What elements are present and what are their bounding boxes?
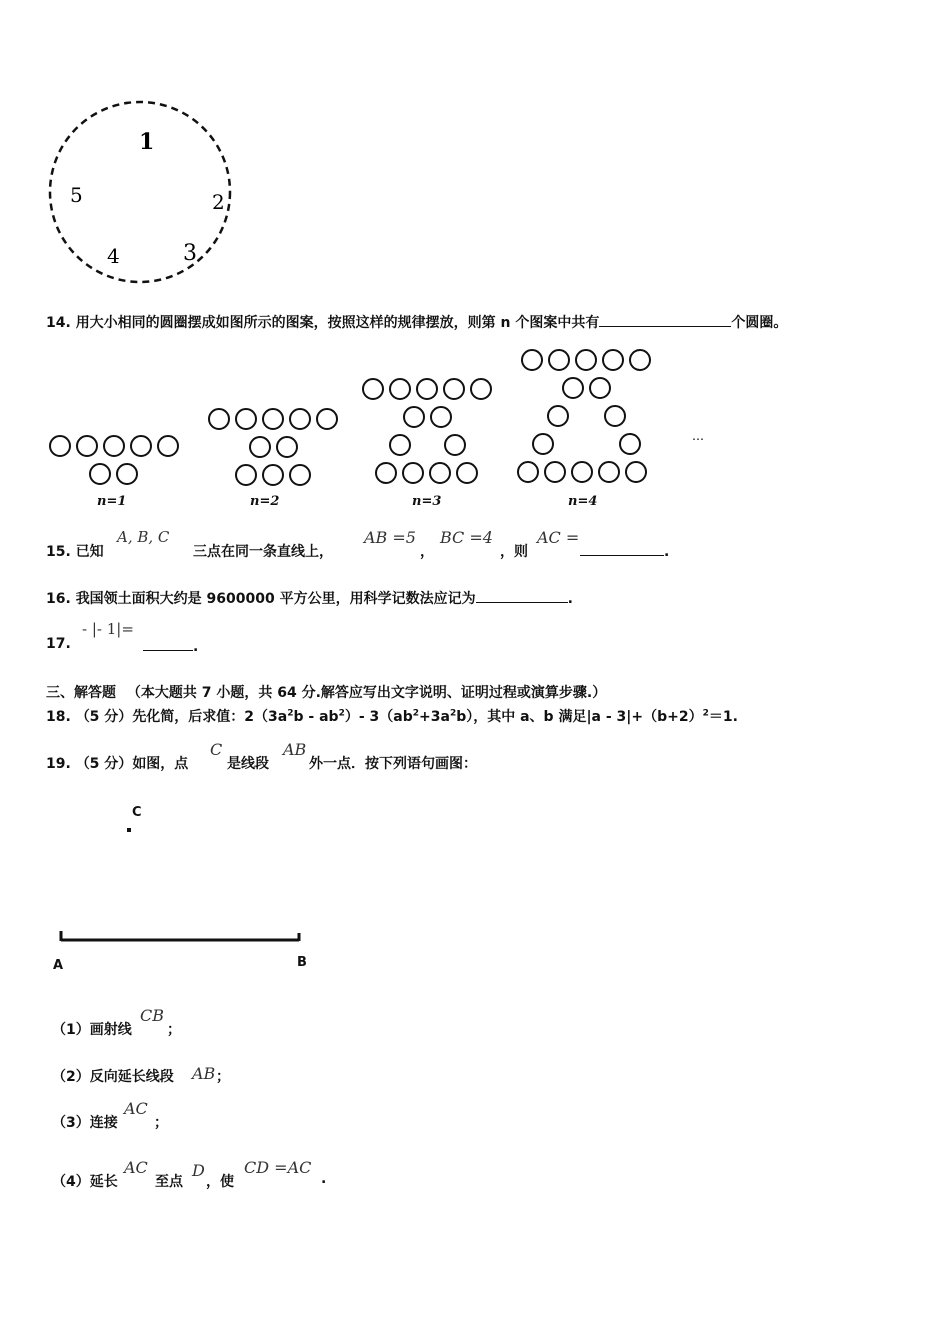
- q19-score: （5 分）: [75, 756, 133, 772]
- step-1-math: CB: [140, 1006, 164, 1025]
- circle-patterns-figure: [40, 340, 740, 520]
- step-4-num: （4）: [52, 1174, 90, 1190]
- pattern-label-n4: n=4: [568, 494, 598, 509]
- step-2-end: ；: [216, 1069, 230, 1085]
- q15-ab: AB =5: [364, 528, 416, 547]
- question-16: [46, 588, 573, 608]
- q19-lead: 如图，点: [132, 756, 189, 772]
- q18-p2: b - ab: [293, 709, 339, 725]
- q14-number: 14.: [46, 315, 71, 331]
- step-3-end: ；: [154, 1115, 168, 1131]
- step-3: [52, 1112, 118, 1132]
- step-4-math: AC: [124, 1158, 148, 1177]
- q18-p1: 先化简，后求值：2（3a: [132, 709, 288, 725]
- question-14: [46, 312, 787, 332]
- pattern-label-n1: n=1: [97, 494, 127, 509]
- q15-answer-line: [580, 541, 669, 560]
- pattern-n3: [363, 379, 491, 483]
- q18-number: 18.: [46, 709, 71, 725]
- q18-s1: 2: [287, 708, 294, 719]
- clock-number-4: 4: [107, 244, 120, 268]
- q17-answer-line: [143, 636, 198, 655]
- q18-s2: 2: [338, 708, 345, 719]
- step-4-math2: D: [192, 1161, 205, 1180]
- q17-expr: - |- 1|=: [82, 620, 134, 638]
- step-1-text: 画射线: [89, 1022, 132, 1038]
- question-19: [46, 753, 188, 773]
- fig-label-a: A: [53, 958, 64, 973]
- q19-number: 19.: [46, 756, 71, 772]
- pattern-n1: [50, 436, 178, 484]
- q18-s3: 2: [412, 708, 420, 719]
- section-3-heading: [46, 682, 606, 702]
- step-4-math3: CD =AC: [244, 1158, 312, 1177]
- question-18: [46, 706, 738, 726]
- q16-answer-blank[interactable]: [476, 588, 568, 603]
- clock-number-5: 5: [70, 183, 83, 207]
- q14-suffix: 个圆圈。: [731, 315, 788, 331]
- q18-p5: b），其中 a、b 满足|a - 3|+（b+2）: [456, 709, 703, 725]
- q16-end: .: [567, 591, 573, 607]
- step-3-math: AC: [124, 1099, 148, 1118]
- q15-then: ，则: [500, 544, 528, 560]
- segment-ab: [55, 928, 305, 948]
- section-3-title: 三、解答题: [46, 685, 116, 701]
- step-1: [52, 1019, 132, 1039]
- step-1-end: ；: [167, 1022, 181, 1038]
- q19-end: 外一点．按下列语句画图：: [309, 756, 477, 772]
- step-4-end: .: [321, 1171, 327, 1187]
- q15-answer-blank[interactable]: [580, 541, 664, 556]
- step-2: [52, 1066, 174, 1086]
- clock-number-2: 2: [212, 190, 225, 214]
- q18-s5: 2: [702, 708, 709, 719]
- clock-number-1: 1: [139, 129, 155, 155]
- q15-number: 15.: [46, 544, 71, 560]
- step-2-num: （2）: [52, 1069, 90, 1085]
- q17-number: 17.: [46, 636, 71, 652]
- q15-bc: BC =4: [440, 528, 493, 547]
- step-4: [52, 1171, 118, 1191]
- q15-end: .: [664, 544, 670, 560]
- q16-number: 16.: [46, 591, 71, 607]
- q15-lead: 已知: [75, 544, 104, 560]
- step-4-mid: 至点: [155, 1174, 183, 1190]
- pattern-n2: [209, 409, 337, 485]
- q17-answer-blank[interactable]: [143, 636, 193, 651]
- clock-figure: [40, 95, 240, 290]
- section-3-note: （本大题共 7 小题，共 64 分.解答应写出文字说明、证明过程或演算步骤.）: [126, 685, 607, 701]
- clock-number-3: 3: [183, 241, 197, 266]
- fig-label-c: C: [132, 805, 142, 820]
- q18-score: （5 分）: [75, 709, 133, 725]
- q18-p3: ）- 3（ab: [344, 709, 413, 725]
- q19-ab: AB: [283, 740, 307, 759]
- q18-p4: +3a: [419, 709, 450, 725]
- step-2-math: AB: [192, 1064, 216, 1083]
- pattern-ellipsis: …: [692, 429, 704, 443]
- step-2-text: 反向延长线段: [89, 1069, 174, 1085]
- question-15: [46, 541, 104, 561]
- fig-label-b: B: [297, 955, 307, 970]
- step-4-text: 延长: [89, 1174, 118, 1190]
- step-3-text: 连接: [89, 1115, 118, 1131]
- q14-text: 用大小相同的圆圈摆成如图所示的图案，按照这样的规律摆放，则第 n 个图案中共有: [75, 315, 600, 331]
- q17-end: .: [193, 639, 199, 655]
- q15-mid: 三点在同一条直线上，: [193, 544, 333, 560]
- step-4-mid2: ，使: [206, 1174, 234, 1190]
- q14-answer-blank[interactable]: [599, 312, 731, 327]
- step-1-num: （1）: [52, 1022, 90, 1038]
- q18-p6: ＝1.: [708, 709, 738, 725]
- pattern-label-n3: n=3: [412, 494, 442, 509]
- q18-s4: 2: [449, 708, 457, 719]
- pattern-n4: [518, 350, 650, 482]
- q19-mid: 是线段: [227, 756, 269, 772]
- q15-points: A, B, C: [117, 528, 170, 546]
- q15-ac: AC =: [537, 528, 580, 547]
- step-3-num: （3）: [52, 1115, 90, 1131]
- fig-point-c: [127, 828, 131, 832]
- q15-comma: ，: [420, 544, 434, 560]
- q19-c: C: [210, 740, 223, 759]
- pattern-label-n2: n=2: [250, 494, 280, 509]
- q16-text: 我国领土面积大约是 9600000 平方公里，用科学记数法应记为: [75, 591, 476, 607]
